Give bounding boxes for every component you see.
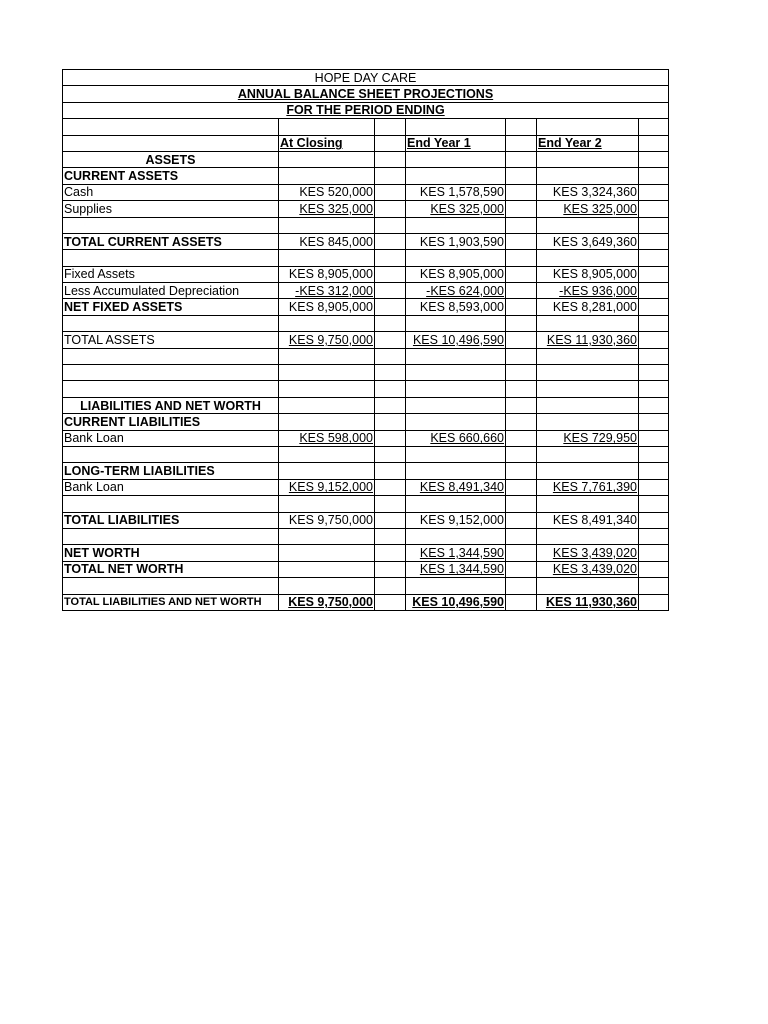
value-cell: KES 8,905,000 (406, 266, 506, 282)
empty-cell (639, 381, 669, 397)
empty-cell (375, 446, 406, 462)
value-cell: KES 598,000 (279, 430, 375, 446)
empty-cell (375, 119, 406, 135)
header-row (63, 70, 669, 86)
spacer-cell (506, 168, 537, 184)
value-cell (279, 463, 375, 479)
value-cell: KES 845,000 (279, 233, 375, 249)
row-label-cell (63, 348, 279, 364)
table-row (63, 184, 669, 200)
value-cell (537, 414, 639, 430)
row-label: CURRENT LIABILITIES (63, 414, 279, 430)
value-cell: -KES 936,000 (537, 283, 639, 299)
spacer-cell (506, 151, 537, 167)
value-cell (406, 414, 506, 430)
empty-cell (639, 496, 669, 512)
empty-cell (279, 250, 375, 266)
spacer-cell (639, 201, 669, 217)
table-row (63, 151, 669, 167)
empty-cell (537, 250, 639, 266)
value-cell (279, 168, 375, 184)
spacer-cell (639, 168, 669, 184)
blank-row (63, 446, 669, 462)
value-cell: KES 9,152,000 (279, 479, 375, 495)
value-cell: KES 8,491,340 (537, 512, 639, 528)
spacer-cell (506, 479, 537, 495)
table-row (63, 414, 669, 430)
spacer-cell (375, 332, 406, 348)
row-label-cell (63, 528, 279, 544)
row-label: LIABILITIES AND NET WORTH (63, 397, 279, 413)
value-cell: KES 10,496,590 (406, 332, 506, 348)
empty-cell (406, 250, 506, 266)
empty-cell (279, 365, 375, 381)
empty-cell (537, 119, 639, 135)
column-header: End Year 1 (406, 135, 506, 151)
value-cell: KES 729,950 (537, 430, 639, 446)
table-row (63, 594, 669, 610)
value-cell (279, 545, 375, 561)
value-cell (279, 561, 375, 577)
empty-cell (537, 578, 639, 594)
report-title: ANNUAL BALANCE SHEET PROJECTIONS (63, 86, 669, 102)
empty-cell (506, 119, 537, 135)
empty-cell (537, 496, 639, 512)
value-cell: KES 8,905,000 (537, 266, 639, 282)
spacer-cell (639, 414, 669, 430)
table-row (63, 233, 669, 249)
value-cell: KES 8,905,000 (279, 299, 375, 315)
spacer-cell (506, 594, 537, 610)
empty-cell (639, 578, 669, 594)
empty-cell (406, 381, 506, 397)
table-row (63, 332, 669, 348)
column-header: At Closing (279, 135, 375, 151)
spacer-cell (506, 184, 537, 200)
spacer-cell (375, 283, 406, 299)
value-cell: KES 7,761,390 (537, 479, 639, 495)
spacer-cell (639, 545, 669, 561)
row-label: ASSETS (63, 151, 279, 167)
table-row (63, 545, 669, 561)
spacer-cell (375, 201, 406, 217)
empty-cell (506, 381, 537, 397)
spacer-cell (506, 201, 537, 217)
header-row (63, 86, 669, 102)
row-label: TOTAL LIABILITIES (63, 512, 279, 528)
blank-row (63, 315, 669, 331)
row-label: TOTAL ASSETS (63, 332, 279, 348)
empty-cell (406, 528, 506, 544)
empty-cell (375, 250, 406, 266)
spacer-cell (506, 332, 537, 348)
value-cell: KES 9,750,000 (279, 512, 375, 528)
row-label: TOTAL CURRENT ASSETS (63, 233, 279, 249)
row-label-cell (63, 496, 279, 512)
spacer-cell (375, 299, 406, 315)
spacer-cell (375, 151, 406, 167)
table-row (63, 283, 669, 299)
spacer-cell (506, 545, 537, 561)
value-cell: KES 325,000 (279, 201, 375, 217)
value-cell: KES 9,750,000 (279, 332, 375, 348)
empty-cell (279, 528, 375, 544)
table-row (63, 561, 669, 577)
blank-row (63, 381, 669, 397)
row-label-cell (63, 365, 279, 381)
row-label-cell (63, 381, 279, 397)
spacer-cell (506, 430, 537, 446)
value-cell: KES 1,903,590 (406, 233, 506, 249)
spacer-cell (375, 430, 406, 446)
row-label: NET WORTH (63, 545, 279, 561)
empty-cell (406, 446, 506, 462)
blank-row (63, 528, 669, 544)
spacer-cell (639, 283, 669, 299)
value-cell: KES 11,930,360 (537, 332, 639, 348)
spacer-cell (375, 233, 406, 249)
spacer-cell (639, 332, 669, 348)
row-label: Bank Loan (63, 430, 279, 446)
table-row (63, 397, 669, 413)
value-cell: -KES 312,000 (279, 283, 375, 299)
empty-cell (537, 365, 639, 381)
value-cell: KES 11,930,360 (537, 594, 639, 610)
blank-row (63, 496, 669, 512)
empty-cell (537, 315, 639, 331)
spacer-cell (639, 463, 669, 479)
row-label-cell (63, 578, 279, 594)
empty-cell (537, 217, 639, 233)
row-label: Supplies (63, 201, 279, 217)
empty-cell (639, 217, 669, 233)
empty-cell (279, 348, 375, 364)
value-cell (406, 168, 506, 184)
report-period: FOR THE PERIOD ENDING (63, 102, 669, 118)
blank-row (63, 250, 669, 266)
header-row (63, 102, 669, 118)
spacer-cell (639, 151, 669, 167)
row-label: Bank Loan (63, 479, 279, 495)
value-cell (279, 414, 375, 430)
blank-row (63, 217, 669, 233)
column-header-row (63, 135, 669, 151)
blank-row (63, 348, 669, 364)
value-cell (406, 397, 506, 413)
value-cell: KES 3,439,020 (537, 561, 639, 577)
empty-cell (279, 496, 375, 512)
value-cell (406, 463, 506, 479)
spacer-cell (506, 283, 537, 299)
empty-cell (639, 528, 669, 544)
table-row (63, 266, 669, 282)
value-cell: KES 8,593,000 (406, 299, 506, 315)
value-cell: KES 3,439,020 (537, 545, 639, 561)
value-cell (406, 151, 506, 167)
empty-cell (506, 496, 537, 512)
column-header: End Year 2 (537, 135, 639, 151)
spacer-cell (639, 397, 669, 413)
row-label-cell (63, 250, 279, 266)
spacer-cell (506, 463, 537, 479)
row-label: TOTAL LIABILITIES AND NET WORTH (63, 594, 279, 610)
empty-cell (639, 446, 669, 462)
table-row (63, 168, 669, 184)
row-label: Less Accumulated Depreciation (63, 283, 279, 299)
empty-cell (506, 217, 537, 233)
empty-cell (279, 446, 375, 462)
value-cell: KES 8,491,340 (406, 479, 506, 495)
balance-sheet-table (62, 69, 669, 611)
empty-cell (279, 315, 375, 331)
spacer-cell (375, 135, 406, 151)
spacer-cell (506, 397, 537, 413)
company-name: HOPE DAY CARE (63, 70, 669, 86)
empty-cell (406, 348, 506, 364)
row-label-cell (63, 315, 279, 331)
empty-cell (279, 381, 375, 397)
empty-cell (406, 315, 506, 331)
empty-cell (375, 365, 406, 381)
value-cell: KES 8,281,000 (537, 299, 639, 315)
spacer-cell (506, 233, 537, 249)
value-cell: KES 660,660 (406, 430, 506, 446)
table-row (63, 201, 669, 217)
value-cell: KES 325,000 (406, 201, 506, 217)
spacer-cell (506, 561, 537, 577)
spacer-cell (375, 397, 406, 413)
value-cell: KES 3,649,360 (537, 233, 639, 249)
value-cell (537, 397, 639, 413)
value-cell: KES 1,344,590 (406, 545, 506, 561)
empty-cell (537, 381, 639, 397)
empty-cell (506, 578, 537, 594)
empty-cell (506, 446, 537, 462)
spacer-cell (375, 561, 406, 577)
empty-cell (375, 381, 406, 397)
spacer-cell (375, 168, 406, 184)
blank-row (63, 365, 669, 381)
empty-cell (375, 348, 406, 364)
table-row (63, 512, 669, 528)
empty-cell (639, 250, 669, 266)
row-label-cell (63, 217, 279, 233)
value-cell: -KES 624,000 (406, 283, 506, 299)
empty-cell (375, 496, 406, 512)
empty-cell (279, 217, 375, 233)
empty-cell (279, 119, 375, 135)
empty-cell (406, 365, 506, 381)
spacer-cell (506, 135, 537, 151)
spacer-cell (375, 512, 406, 528)
empty-cell (537, 528, 639, 544)
value-cell (537, 168, 639, 184)
empty-cell (537, 348, 639, 364)
spacer-cell (639, 430, 669, 446)
table-row (63, 430, 669, 446)
value-cell: KES 10,496,590 (406, 594, 506, 610)
spacer-cell (375, 414, 406, 430)
table-row (63, 299, 669, 315)
row-label-cell (63, 119, 279, 135)
empty-cell (406, 217, 506, 233)
table-row (63, 479, 669, 495)
value-cell: KES 9,750,000 (279, 594, 375, 610)
empty-cell (375, 528, 406, 544)
empty-cell (375, 578, 406, 594)
spacer-cell (639, 561, 669, 577)
empty-cell (279, 578, 375, 594)
value-cell: KES 325,000 (537, 201, 639, 217)
empty-cell (375, 315, 406, 331)
spacer-cell (375, 479, 406, 495)
value-cell (537, 463, 639, 479)
row-label: TOTAL NET WORTH (63, 561, 279, 577)
empty-cell (506, 250, 537, 266)
spacer-cell (506, 266, 537, 282)
spacer-cell (506, 299, 537, 315)
empty-cell (506, 528, 537, 544)
value-cell: KES 3,324,360 (537, 184, 639, 200)
row-label: Fixed Assets (63, 266, 279, 282)
spacer-cell (506, 414, 537, 430)
row-label-cell (63, 446, 279, 462)
empty-cell (639, 365, 669, 381)
empty-cell (537, 446, 639, 462)
empty-cell (506, 365, 537, 381)
empty-cell (639, 348, 669, 364)
row-label-cell (63, 135, 279, 151)
row-label: CURRENT ASSETS (63, 168, 279, 184)
empty-cell (506, 315, 537, 331)
value-cell: KES 1,344,590 (406, 561, 506, 577)
value-cell: KES 1,578,590 (406, 184, 506, 200)
blank-row (63, 578, 669, 594)
empty-cell (406, 119, 506, 135)
spacer-cell (375, 184, 406, 200)
spacer-cell (639, 135, 669, 151)
spacer-cell (375, 594, 406, 610)
table-row (63, 463, 669, 479)
empty-cell (406, 578, 506, 594)
spacer-cell (639, 266, 669, 282)
empty-cell (639, 315, 669, 331)
spacer-cell (639, 512, 669, 528)
empty-cell (406, 496, 506, 512)
empty-cell (375, 217, 406, 233)
spacer-cell (639, 184, 669, 200)
value-cell (537, 151, 639, 167)
spacer-cell (375, 463, 406, 479)
row-label: NET FIXED ASSETS (63, 299, 279, 315)
spacer-cell (506, 512, 537, 528)
row-label: LONG-TERM LIABILITIES (63, 463, 279, 479)
value-cell (279, 397, 375, 413)
blank-row (63, 119, 669, 135)
spacer-cell (639, 299, 669, 315)
spacer-cell (639, 479, 669, 495)
spacer-cell (375, 545, 406, 561)
spacer-cell (375, 266, 406, 282)
row-label: Cash (63, 184, 279, 200)
value-cell (279, 151, 375, 167)
spacer-cell (639, 233, 669, 249)
empty-cell (506, 348, 537, 364)
value-cell: KES 8,905,000 (279, 266, 375, 282)
value-cell: KES 520,000 (279, 184, 375, 200)
value-cell: KES 9,152,000 (406, 512, 506, 528)
spacer-cell (639, 594, 669, 610)
empty-cell (639, 119, 669, 135)
